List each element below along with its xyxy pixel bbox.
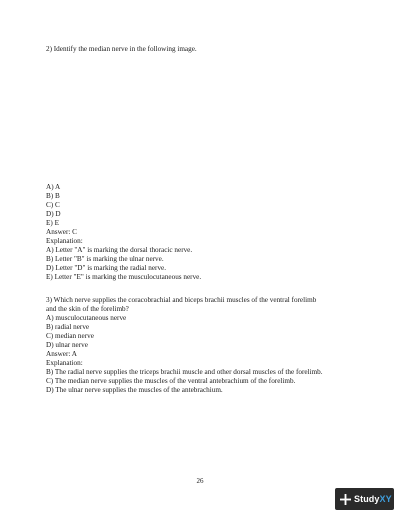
answer: Answer: C [46, 228, 77, 236]
explanation-label: Explanation: [46, 359, 83, 367]
option-d: D) D [46, 210, 61, 218]
option-c: C) median nerve [46, 332, 94, 340]
explanation-line: D) The ulnar nerve supplies the muscles of the antebrachium. [46, 386, 223, 394]
explanation-label: Explanation: [46, 237, 83, 245]
question-2-body [46, 183, 201, 282]
question-3-title-line1: 3) Which nerve supplies the coracobrachial and biceps brachii muscles of the ventral forelimb [46, 296, 317, 304]
logo-text [354, 494, 392, 504]
option-d: D) ulnar nerve [46, 341, 88, 349]
option-a: A) musculocutaneous nerve [46, 314, 127, 322]
option-c: C) C [46, 201, 60, 209]
explanation-line: B) The radial nerve supplies the triceps brachii muscle and other dorsal muscles of the forelimb. [46, 368, 323, 376]
explanation-line: B) Letter "B" is marking the ulnar nerve. [46, 255, 164, 263]
option-b: B) B [46, 192, 60, 200]
option-e: E) E [46, 219, 59, 227]
page-number: 26 [196, 477, 204, 485]
explanation-line: A) Letter "A" is marking the dorsal thoracic nerve. [46, 246, 193, 254]
plus-icon [340, 494, 351, 505]
explanation-line: D) Letter "D" is marking the radial nerve. [46, 264, 167, 272]
question-3-body [46, 296, 366, 395]
explanation-line: C) The median nerve supplies the muscles of the ventral antebrachium of the forelimb. [46, 377, 296, 385]
logo-text-main: Study [354, 494, 380, 504]
studyxy-logo[interactable] [335, 488, 394, 510]
question-3-title-line2: and the skin of the forelimb? [46, 305, 129, 313]
answer: Answer: A [46, 350, 77, 358]
explanation-line: E) Letter "E" is marking the musculocutaneous nerve. [46, 273, 202, 281]
question-2-title: 2) Identify the median nerve in the following image. [46, 45, 197, 53]
option-a: A) A [46, 183, 61, 191]
question-image-area [46, 62, 354, 180]
logo-text-accent: XY [379, 494, 392, 504]
option-b: B) radial nerve [46, 323, 90, 331]
